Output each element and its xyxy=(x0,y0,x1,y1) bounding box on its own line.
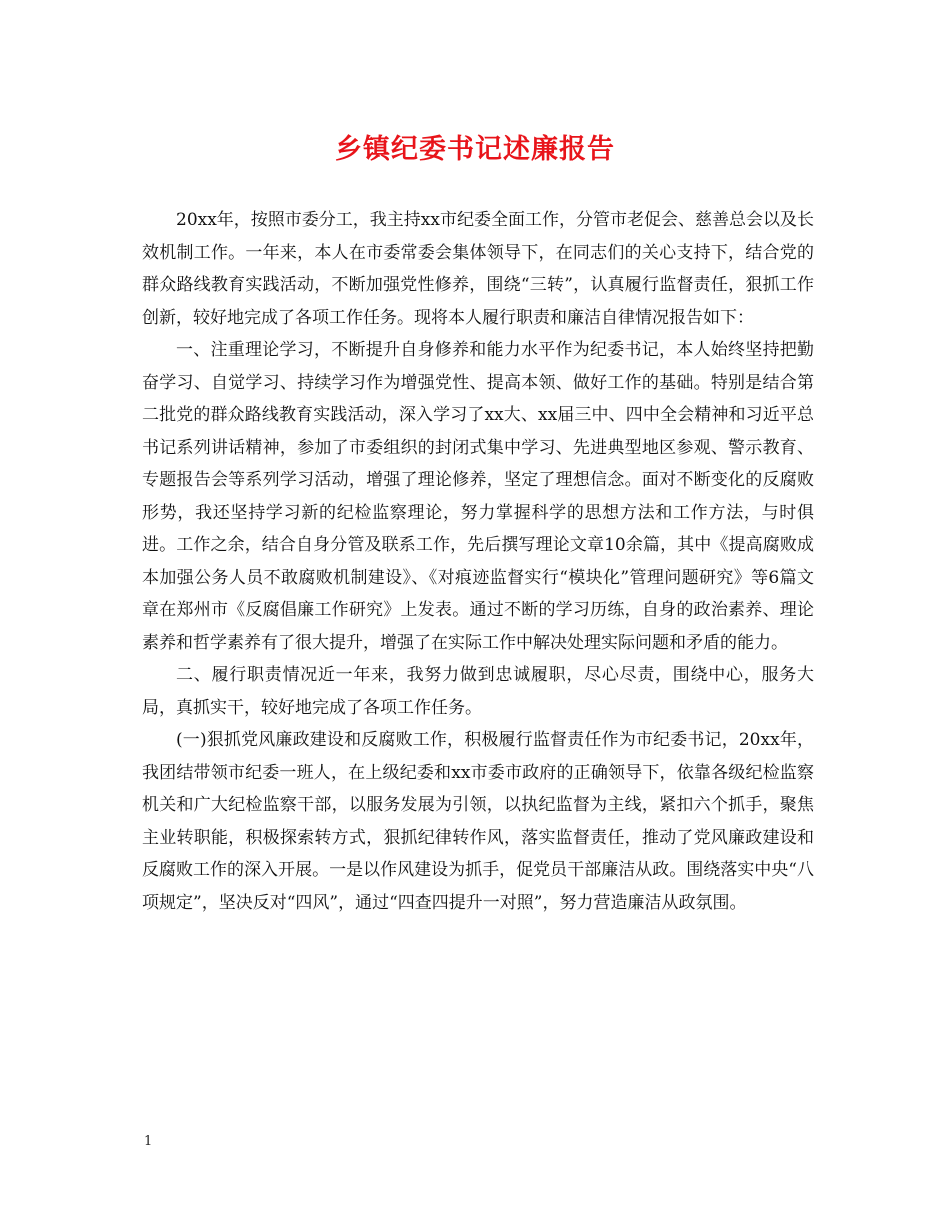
paragraph-section-2: 二、履行职责情况近一年来，我努力做到忠诚履职，尽心尽责，围绕中心，服务大局，真抓实干，较好地完成了各项工作任务。 xyxy=(142,665,814,718)
page-number: 1 xyxy=(144,1134,153,1149)
paragraph-intro: 20xx年，按照市委分工，我主持xx市纪委全面工作，分管市老促会、慈善总会以及长效机制工作。一年来，本人在市委常委会集体领导下，在同志们的关心支持下，结合党的群众路线教育实践活动，不断加强党性修养，围绕“三转”，认真履行监督责任，狠抓工作创新，较好地完成了各项工作任务。现将本人履行职责和廉洁自律情况报告如下： xyxy=(142,210,814,328)
document-body xyxy=(142,204,814,919)
paragraph-section-1: 一、注重理论学习，不断提升自身修养和能力水平作为纪委书记，本人始终坚持把勤奋学习、自觉学习、持续学习作为增强党性、提高本领、做好工作的基础。特别是结合第二批党的群众路线教育实践活动，深入学习了xx大、xx届三中、四中全会精神和习近平总书记系列讲话精神，参加了市委组织的封闭式集中学习、先进典型地区参观、警示教育、专题报告会等系列学习活动，增强了理论修养，坚定了理想信念。面对不断变化的反腐败形势，我还坚持学习新的纪检监察理论，努力掌握科学的思想方法和工作方法，与时俱进。工作之余，结合自身分管及联系工作，先后撰写理论文章10余篇，其中《提高腐败成本加强公务人员不敢腐败机制建设》、《对痕迹监督实行“模块化”管理问题研究》等6篇文章在郑州市《反腐倡廉工作研究》上发表。通过不断的学习历练，自身的政治素养、理论素养和哲学素养有了很大提升，增强了在实际工作中解决处理实际问题和矛盾的能力。 xyxy=(142,340,814,653)
document-title: 乡镇纪委书记述廉报告 xyxy=(335,134,615,165)
paragraph-subsection-1: (一)狠抓党风廉政建设和反腐败工作，积极履行监督责任作为市纪委书记，20xx年，我团结带领市纪委一班人，在上级纪委和xx市委市政府的正确领导下，依靠各级纪检监察机关和广大纪检监察干部，以服务发展为引领，以执纪监督为主线，紧扣六个抓手，聚焦主业转职能，积极探索转方式，狠抓纪律转作风，落实监督责任，推动了党风廉政建设和反腐败工作的深入开展。一是以作风建设为抓手，促党员干部廉洁从政。围绕落实中央“八项规定”，坚决反对“四风”，通过“四查四提升一对照”，努力营造廉洁从政氛围。 xyxy=(142,730,814,913)
